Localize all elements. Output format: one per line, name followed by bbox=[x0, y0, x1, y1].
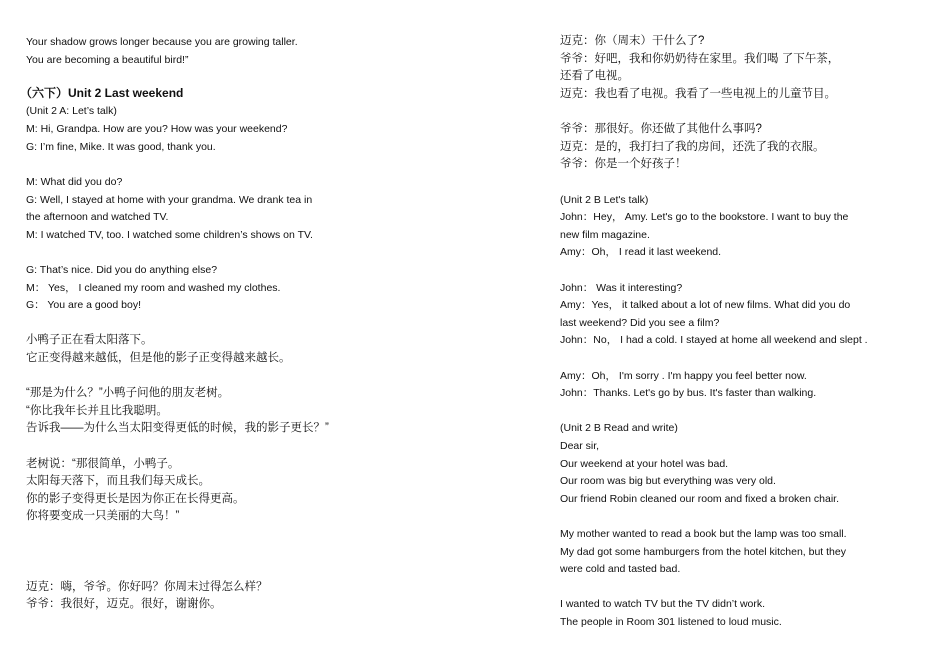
text-line: were cold and tasted bad. bbox=[560, 563, 681, 575]
text-line: G: Well, I stayed at home with your grandma. We drank tea in bbox=[26, 194, 313, 206]
text-line: Our weekend at your hotel was bad. bbox=[560, 458, 729, 470]
text-line: G: That’s nice. Did you do anything else? bbox=[26, 264, 218, 276]
text-line: 太阳每天落下，而且我们每天成长。 bbox=[26, 475, 210, 487]
text-line: The people in Room 301 listened to loud music. bbox=[560, 616, 782, 628]
text-line: I wanted to watch TV but the TV didn’t work. bbox=[560, 598, 766, 610]
text-line: My mother wanted to read a book but the lamp was too small. bbox=[560, 528, 847, 540]
text-line: the afternoon and watched TV. bbox=[26, 211, 169, 223]
text-line: You are becoming a beautiful bird!” bbox=[26, 54, 189, 66]
text-line: 告诉我——为什么当太阳变得更低的时候，我的影子更长？” bbox=[26, 422, 329, 434]
unit-heading: （六下）Unit 2 Last weekend bbox=[20, 86, 184, 100]
text-line: last weekend? Did you see a film? bbox=[560, 317, 720, 329]
section-label: (Unit 2 B Read and write) bbox=[560, 422, 678, 434]
text-line: M: Hi, Grandpa. How are you? How was your weekend? bbox=[26, 123, 288, 135]
text-line: G： You are a good boy! bbox=[26, 299, 142, 311]
text-line: Amy：Yes， it talked about a lot of new films. What did you do bbox=[560, 299, 851, 311]
text-line: Our room was big but everything was very old. bbox=[560, 475, 776, 487]
text-line: 爷爷：好吧，我和你奶奶待在家里。我们喝 了下午茶， bbox=[560, 53, 840, 65]
text-line: 还看了电视。 bbox=[560, 70, 629, 82]
text-line: M： Yes， I cleaned my room and washed my clothes. bbox=[26, 282, 281, 294]
text-line: My dad got some hamburgers from the hotel kitchen, but they bbox=[560, 546, 846, 558]
text-line: 老树说：“那很简单，小鸭子。 bbox=[26, 458, 180, 470]
text-line: “那是为什么？”小鸭子问他的朋友老树。 bbox=[26, 387, 230, 399]
text-line: 迈克：我也看了电视。我看了一些电视上的儿童节目。 bbox=[560, 88, 836, 100]
text-line: “你比我年长并且比我聪明。 bbox=[26, 405, 168, 417]
text-line: John：No， I had a cold. I stayed at home all weekend and slept . bbox=[560, 334, 868, 346]
text-line: 爷爷：我很好，迈克。很好，谢谢你。 bbox=[26, 598, 222, 610]
text-line: 迈克：是的，我打扫了我的房间，还洗了我的衣服。 bbox=[560, 141, 825, 153]
text-line: 它正变得越来越低，但是他的影子正变得越来越长。 bbox=[26, 352, 291, 364]
text-line: 爷爷：那很好。你还做了其他什么事吗? bbox=[560, 123, 762, 135]
text-line: M: What did you do? bbox=[26, 176, 123, 188]
text-line: Our friend Robin cleaned our room and fixed a broken chair. bbox=[560, 493, 839, 505]
text-line: M: I watched TV, too. I watched some children’s shows on TV. bbox=[26, 229, 313, 241]
text-line: 迈克：你（周末）干什么了? bbox=[560, 35, 705, 47]
text-line: 小鸭子正在看太阳落下。 bbox=[26, 334, 153, 346]
text-line: 爷爷：你是一个好孩子！ bbox=[560, 158, 687, 170]
text-line: 你的影子变得更长是因为你正在长得更高。 bbox=[26, 493, 245, 505]
text-line: Amy：Oh， I'm sorry . I'm happy you feel better now. bbox=[560, 370, 807, 382]
text-line: John：Thanks. Let's go by bus. It's faster than walking. bbox=[560, 387, 817, 399]
text-line: new film magazine. bbox=[560, 229, 650, 241]
text-line: John： Was it interesting? bbox=[560, 282, 683, 294]
section-label: (Unit 2 A: Let’s talk) bbox=[26, 105, 117, 117]
text-line: Amy：Oh， I read it last weekend. bbox=[560, 246, 722, 258]
text-line: 你将要变成一只美丽的大鸟！” bbox=[26, 510, 180, 522]
text-line: G: I’m fine, Mike. It was good, thank you. bbox=[26, 141, 216, 153]
text-line: 迈克：嗨，爷爷。你好吗？你周末过得怎么样？ bbox=[26, 581, 268, 593]
text-line: Your shadow grows longer because you are growing taller. bbox=[26, 36, 298, 48]
text-line: Dear sir, bbox=[560, 440, 600, 452]
section-label: (Unit 2 B Let's talk) bbox=[560, 194, 649, 206]
text-line: John：Hey， Amy. Let's go to the bookstore. I want to buy the bbox=[560, 211, 849, 223]
